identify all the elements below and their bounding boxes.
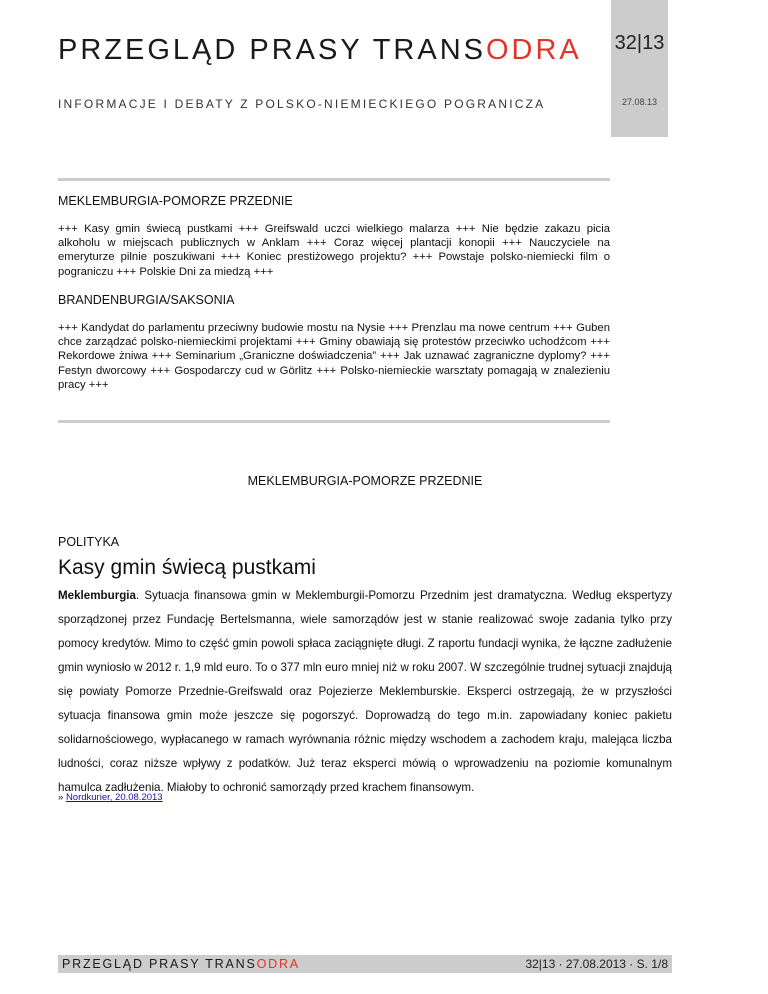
publication-title xyxy=(58,34,582,67)
article-source xyxy=(58,792,163,803)
article-body xyxy=(58,584,672,800)
footer-brand-main: PRZEGLĄD PRASY TRANS xyxy=(62,957,257,971)
source-prefix: » xyxy=(58,792,66,803)
summary-ticker-1: +++ Kasy gmin świecą pustkami +++ Greifswald uczci wielkiego malarza +++ Nie będzie zakazu picia alkoholu w miejscach publicznych w Anklam +++ Coraz więcej plantacji konopii +++ Nauczyciele na emeryturze pilnie poszukiwani +++ Koniec prestiżowego projektu? +++ Powstaje polsko-niemiecki film o pograniczu +++ Polskie Dni za miedzą +++ xyxy=(58,223,610,278)
publication-subtitle: INFORMACJE I DEBATY Z POLSKO-NIEMIECKIEGO POGRANICZA xyxy=(58,97,546,111)
divider-bottom xyxy=(58,420,610,423)
issue-badge xyxy=(611,0,668,137)
summary-region-1: MEKLEMBURGIA-POMORZE PRZEDNIE xyxy=(58,194,293,208)
title-accent: ODRA xyxy=(485,34,582,66)
footer-page-info: 32|13 · 27.08.2013 · S. 1/8 xyxy=(525,957,668,971)
article-category: POLITYKA xyxy=(58,535,120,549)
issue-number: 32|13 xyxy=(614,32,665,54)
article-region-heading: MEKLEMBURGIA-POMORZE PRZEDNIE xyxy=(247,474,483,488)
article-lead: Meklemburgia xyxy=(58,589,136,602)
article-text: . Sytuacja finansowa gmin w Meklemburgii-Pomorzu Przednim jest dramatyczna. Według ekspertyzy sporządzonej przez Fundację Bertelsmanna, wiele samorządów jest w stanie realizować swoje zadania tylko przy pomocy kredytów. Mimo to część gmin powoli spłaca zaciągnięte długi. Z raportu fundacji wynika, że łączne zadłużenie gmin wyniosło w 2012 r. 1,9 mld euro. To o 377 mln euro mniej niż w roku 2007. W szczególnie trudnej sytuacji znajdują się powiaty Pomorze Przednie-Greifswald oraz Pojezierze Meklemburskie. Eksperci ostrzegają, że w przyszłości sytuacja finansowa gmin może jeszcze się pogorszyć. Doprowadzą do tego m.in. zapowiadany koniec pakietu solidarnościowego, wypłacanego w ramach wyrównania różnic między wschodem a zachodem kraju, malejąca liczba ludności, coraz niższe wpływy z podatków. Już teraz eksperci mówią o wprowadzeniu na poziomie komunalnym hamulca zadłużenia. Miałoby to ochronić samorządy przed krachem finansowym. xyxy=(58,589,672,794)
divider-top xyxy=(58,178,610,181)
source-link[interactable]: Nordkurier, 20.08.2013 xyxy=(65,792,163,803)
summary-region-2: BRANDENBURGIA/SAKSONIA xyxy=(58,293,235,307)
footer-brand xyxy=(62,957,300,971)
article-title: Kasy gmin świecą pustkami xyxy=(58,556,316,579)
footer-brand-accent: ODRA xyxy=(256,957,300,971)
page-footer xyxy=(58,955,672,973)
summary-ticker-2: +++ Kandydat do parlamentu przeciwny budowie mostu na Nysie +++ Prenzlau ma nowe centrum +++ Guben chce zarządzać polsko-niemieckimi projektami +++ Gminy obawiają się protestów przeciwko uchodźcom +++ Rekordowe żniwa +++ Seminarium „Graniczne doświadczenia” +++ Jak uznawać zagraniczne dyplomy? +++ Festyn dworcowy +++ Gospodarczy cud w Görlitz +++ Polsko-niemieckie warsztaty pomagają w znalezieniu pracy +++ xyxy=(58,322,610,391)
issue-date: 27.08.13 xyxy=(621,97,658,107)
title-main: PRZEGLĄD PRASY TRANS xyxy=(58,34,486,66)
